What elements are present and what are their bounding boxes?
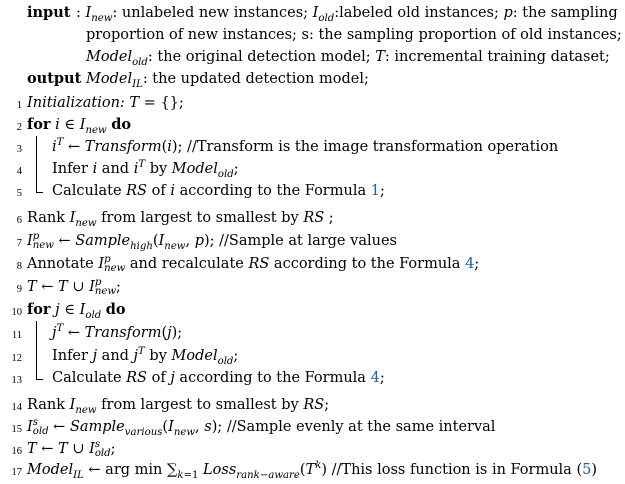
line-number: 11: [11, 330, 22, 341]
code-line-12: Infer j and $j^T$ by Model$_{old}$;: [52, 346, 239, 367]
output-label: output: [27, 70, 82, 87]
input-label: input: [27, 4, 71, 21]
formula-ref[interactable]: 4: [465, 256, 475, 272]
code-line-3: $i^T$ ← Transform(i); //Transform is the image transformation operation: [52, 137, 559, 155]
line-number: 3: [16, 144, 22, 155]
code-line-17: Model$_{IL}$ ← arg $\min \sum_{k=1}$ $Loss_{rank-aware}(T^k)$ //This loss function is in Formula (5): [27, 460, 598, 481]
code-line-11: $j^T$ ← Transform(j);: [52, 323, 183, 341]
output-line: [27, 68, 81, 90]
input-desc-1: : $I_{new}$: unlabeled new instances; $I_{old}:labeled$ old instances; p: the sampling: [76, 5, 618, 24]
line-number: 15: [11, 424, 22, 435]
input-line-1: [27, 2, 70, 24]
formula-ref[interactable]: 5: [582, 462, 592, 478]
input-desc-2: proportion of new instances; s: the sampling proportion of old instances;: [86, 27, 622, 43]
line-number: 7: [16, 238, 22, 249]
line-number: 16: [11, 446, 22, 457]
formula-ref[interactable]: 1: [370, 183, 380, 199]
code-line-15: Is old ← $Sample_{various}(I_{new}$, s); //Sample evenly at the same interval: [27, 417, 496, 438]
code-line-5: Calculate RS of i according to the Formula 1;: [52, 183, 385, 199]
line-number: 1: [16, 100, 22, 111]
line-number: 5: [16, 188, 22, 199]
code-line-8: Annotate Ip new and recalculate RS according to the Formula 4;: [27, 254, 480, 274]
code-line-9: T ← T ∪ Ip new;: [27, 277, 121, 297]
line-number: 6: [16, 215, 22, 226]
line-number: 9: [16, 284, 22, 295]
code-line-1: Initialization: T = {};: [27, 95, 184, 111]
formula-ref[interactable]: 4: [370, 370, 380, 386]
line-number: 13: [11, 375, 22, 386]
code-line-6: Rank $I_{new}$ from largest to smallest by RS ;: [27, 210, 334, 229]
code-line-7: Ip new ← $Sample_{high}(I_{new}$, p); //Sample at large values: [27, 231, 397, 252]
code-line-14: Rank $I_{new}$ from largest to smallest by RS;: [27, 397, 330, 416]
code-line-16: T ← T ∪ Is old;: [27, 439, 116, 459]
input-desc-3: Model$_{old}$: the original detection model; T: incremental training dataset;: [86, 49, 610, 68]
loop-body-bar: [36, 321, 43, 380]
line-number: 12: [11, 353, 22, 364]
loop-body-bar: [36, 136, 43, 193]
code-line-2: for i ∈ $I_{new}$ do: [27, 116, 132, 136]
line-number: 2: [16, 122, 22, 133]
line-number: 4: [16, 166, 22, 177]
code-line-10: for j ∈ $I_{old}$ do: [27, 301, 126, 321]
output-desc: Model$_{IL}$: the updated detection model;: [86, 71, 369, 90]
line-number: 17: [11, 467, 22, 478]
code-line-4: Infer i and $i^T$ by Model$_{old}$;: [52, 159, 239, 180]
code-line-13: Calculate RS of j according to the Formula 4;: [52, 370, 385, 386]
line-number: 10: [11, 307, 22, 318]
line-number: 14: [11, 402, 22, 413]
line-number: 8: [16, 261, 22, 272]
